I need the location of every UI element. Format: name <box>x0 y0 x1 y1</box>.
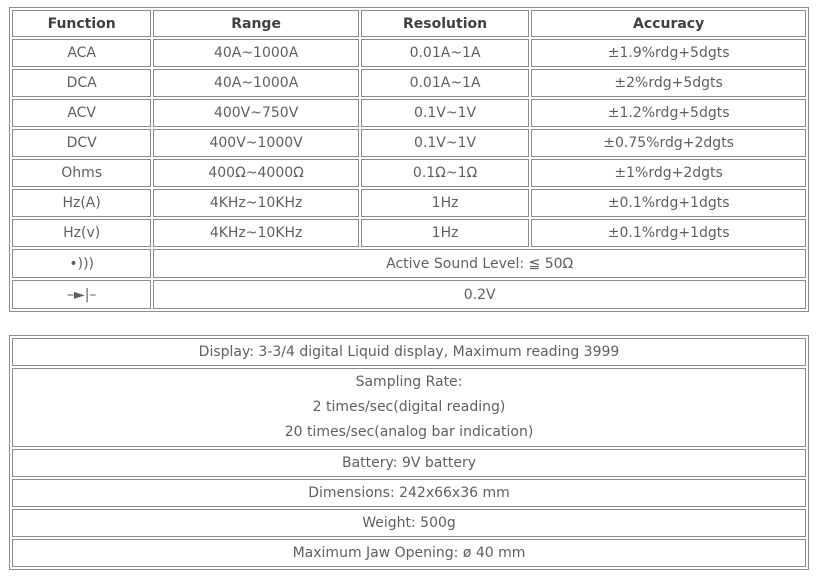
resolution-cell: 0.1V~1V <box>361 129 529 157</box>
table-header-row <box>12 10 806 37</box>
table-row <box>12 69 806 97</box>
table-row <box>12 539 806 567</box>
table-row <box>12 368 806 447</box>
table-row <box>12 479 806 507</box>
resolution-cell: 0.1Ω~1Ω <box>361 159 529 187</box>
specifications-table <box>9 7 809 312</box>
sampling-rate-label: Sampling Rate: <box>355 374 463 390</box>
function-cell: DCA <box>12 69 151 97</box>
diode-value: 0.2V <box>153 280 806 309</box>
header-resolution: Resolution <box>361 10 529 37</box>
range-cell: 400V~750V <box>153 99 359 127</box>
function-cell: Hz(A) <box>12 189 151 217</box>
table-row <box>12 509 806 537</box>
sampling-rate-digital: 2 times/sec(digital reading) <box>312 399 506 415</box>
function-cell: ACV <box>12 99 151 127</box>
battery-spec: Battery: 9V battery <box>12 449 806 477</box>
resolution-cell: 1Hz <box>361 189 529 217</box>
accuracy-cell: ±1.9%rdg+5dgts <box>531 39 806 67</box>
function-cell: ACA <box>12 39 151 67</box>
continuity-row <box>12 249 806 278</box>
range-cell: 40A~1000A <box>153 69 359 97</box>
accuracy-cell: ±0.75%rdg+2dgts <box>531 129 806 157</box>
resolution-cell: 0.1V~1V <box>361 99 529 127</box>
table-row <box>12 159 806 187</box>
function-cell: DCV <box>12 129 151 157</box>
range-cell: 40A~1000A <box>153 39 359 67</box>
diode-row <box>12 280 806 309</box>
resolution-cell: 0.01A~1A <box>361 69 529 97</box>
jaw-opening-spec: Maximum Jaw Opening: ø 40 mm <box>12 539 806 567</box>
function-cell: Hz(v) <box>12 219 151 247</box>
sampling-rate-spec <box>12 368 806 447</box>
accuracy-cell: ±1.2%rdg+5dgts <box>531 99 806 127</box>
range-cell: 400Ω~4000Ω <box>153 159 359 187</box>
sampling-rate-analog: 20 times/sec(analog bar indication) <box>284 424 534 440</box>
accuracy-cell: ±0.1%rdg+1dgts <box>531 189 806 217</box>
resolution-cell: 0.01A~1A <box>361 39 529 67</box>
continuity-beeper-icon: •))) <box>12 249 151 278</box>
table-row <box>12 99 806 127</box>
range-cell: 400V~1000V <box>153 129 359 157</box>
display-spec: Display: 3-3/4 digital Liquid display, Maximum reading 3999 <box>12 338 806 366</box>
accuracy-cell: ±0.1%rdg+1dgts <box>531 219 806 247</box>
dimensions-spec: Dimensions: 242x66x36 mm <box>12 479 806 507</box>
table-row <box>12 189 806 217</box>
table-row <box>12 129 806 157</box>
accuracy-cell: ±2%rdg+5dgts <box>531 69 806 97</box>
accuracy-cell: ±1%rdg+2dgts <box>531 159 806 187</box>
header-function: Function <box>12 10 151 37</box>
range-cell: 4KHz~10KHz <box>153 219 359 247</box>
resolution-cell: 1Hz <box>361 219 529 247</box>
function-cell: Ohms <box>12 159 151 187</box>
general-specifications-table <box>9 335 809 570</box>
table-row <box>12 219 806 247</box>
continuity-value: Active Sound Level: ≦ 50Ω <box>153 249 806 278</box>
table-row <box>12 39 806 67</box>
range-cell: 4KHz~10KHz <box>153 189 359 217</box>
table-row <box>12 449 806 477</box>
weight-spec: Weight: 500g <box>12 509 806 537</box>
header-accuracy: Accuracy <box>531 10 806 37</box>
header-range: Range <box>153 10 359 37</box>
diode-symbol-icon: –►|– <box>12 280 151 309</box>
table-row <box>12 338 806 366</box>
